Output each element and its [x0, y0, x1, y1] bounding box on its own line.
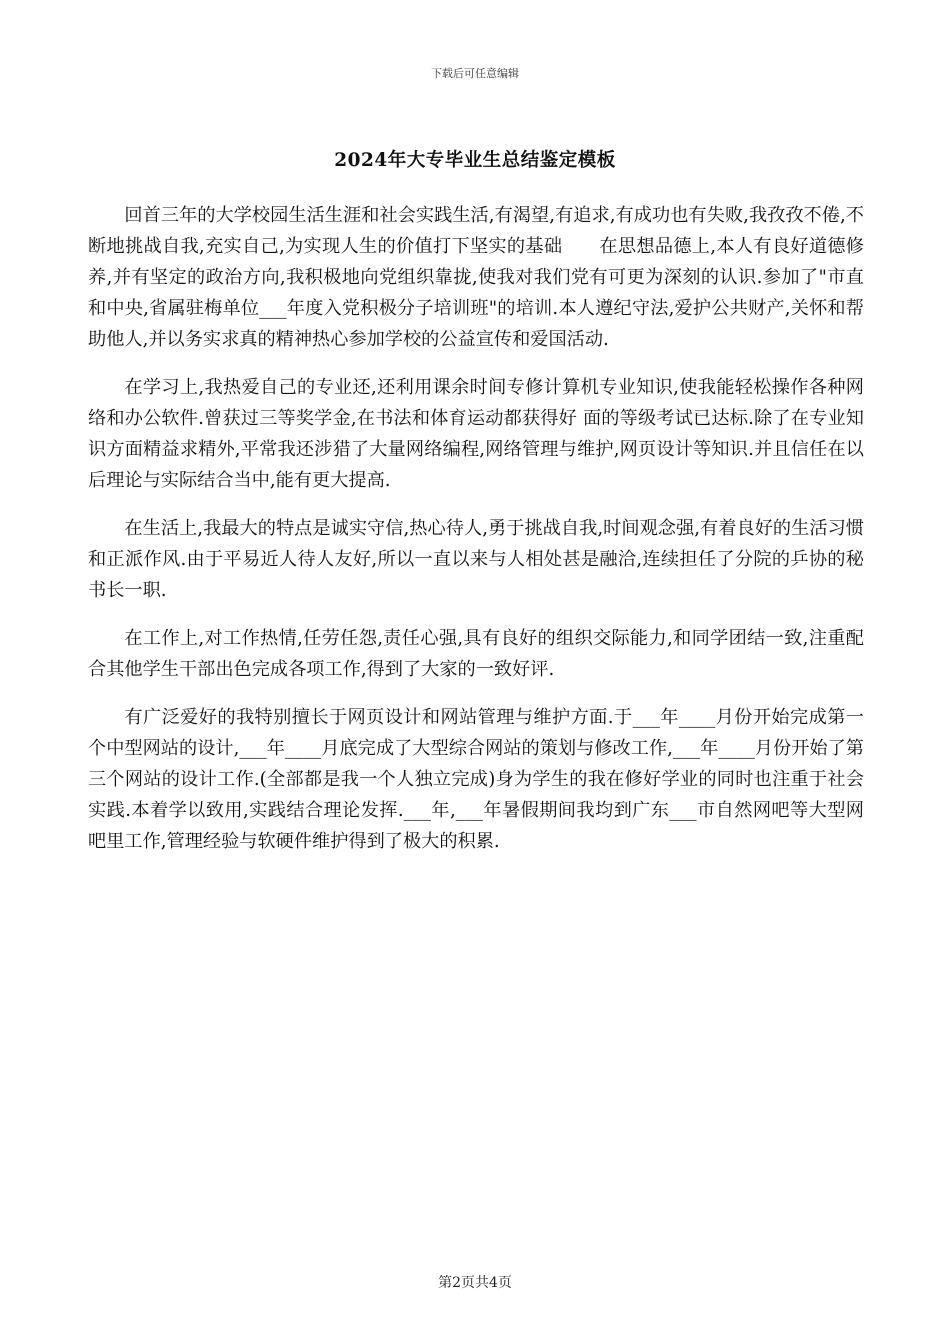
header-note: 下载后可任意编辑 — [431, 67, 519, 80]
document-body — [88, 200, 864, 874]
paragraph-study: 在学习上,我热爱自己的专业还,还利用课余时间专修计算机专业知识,使我能轻松操作各种网络和办公软件.曾获过三等奖学金,在书法和体育运动都获得好 面的等级考试已达标.除了在专业知识方面精益求精外,平常我还涉猎了大量网络编程,网络管理与维护,网页设计等知识.并且信任在以后理论与实际结合当中,能有更大提高. — [88, 377, 864, 491]
paragraph-ideology: 回首三年的大学校园生活生涯和社会实践生活,有渴望,有追求,有成功也有失败,我孜孜不倦,不断地挑战自我,充实自己,为实现人生的价值打下坚实的基础 在思想品德上,本人有良好道德修养,并有坚定的政治方向,我积极地向党组织靠拢,使我对我们党有可更为深刻的认识.参加了"市直和中央,省属驻梅单位___年度入党积极分子培训班"的培训.本人遵纪守法,爱护公共财产,关怀和帮助他人,并以务实求真的精神热心参加学校的公益宣传和爱国活动. — [88, 205, 864, 350]
paragraph-work: 在工作上,对工作热情,任劳任怨,责任心强,具有良好的组织交际能力,和同学团结一致,注重配合其他学生干部出色完成各项工作,得到了大家的一致好评. — [88, 628, 864, 680]
paragraph-life: 在生活上,我最大的特点是诚实守信,热心待人,勇于挑战自我,时间观念强,有着良好的生活习惯和正派作风.由于平易近人待人友好,所以一直以来与人相处甚是融洽,连续担任了分院的乒协的秘书长一职. — [88, 518, 864, 601]
paragraph-hobbies: 有广泛爱好的我特别擅长于网页设计和网站管理与维护方面.于___年____月份开始完成第一个中型网站的设计,___年____月底完成了大型综合网站的策划与修改工作,___年____月份开始了第三个网站的设计工作.(全部都是我一个人独立完成)身为学生的我在修好学业的同时也注重于社会实践.本着学以致用,实践结合理论发挥.___年,___年暑假期间我均到广东___市自然网吧等大型网吧里工作,管理经验与软硬件维护得到了极大的积累. — [88, 707, 864, 852]
page-number: 第2页共4页 — [438, 1275, 512, 1291]
document-title: 2024年大专毕业生总结鉴定模板 — [334, 150, 616, 171]
